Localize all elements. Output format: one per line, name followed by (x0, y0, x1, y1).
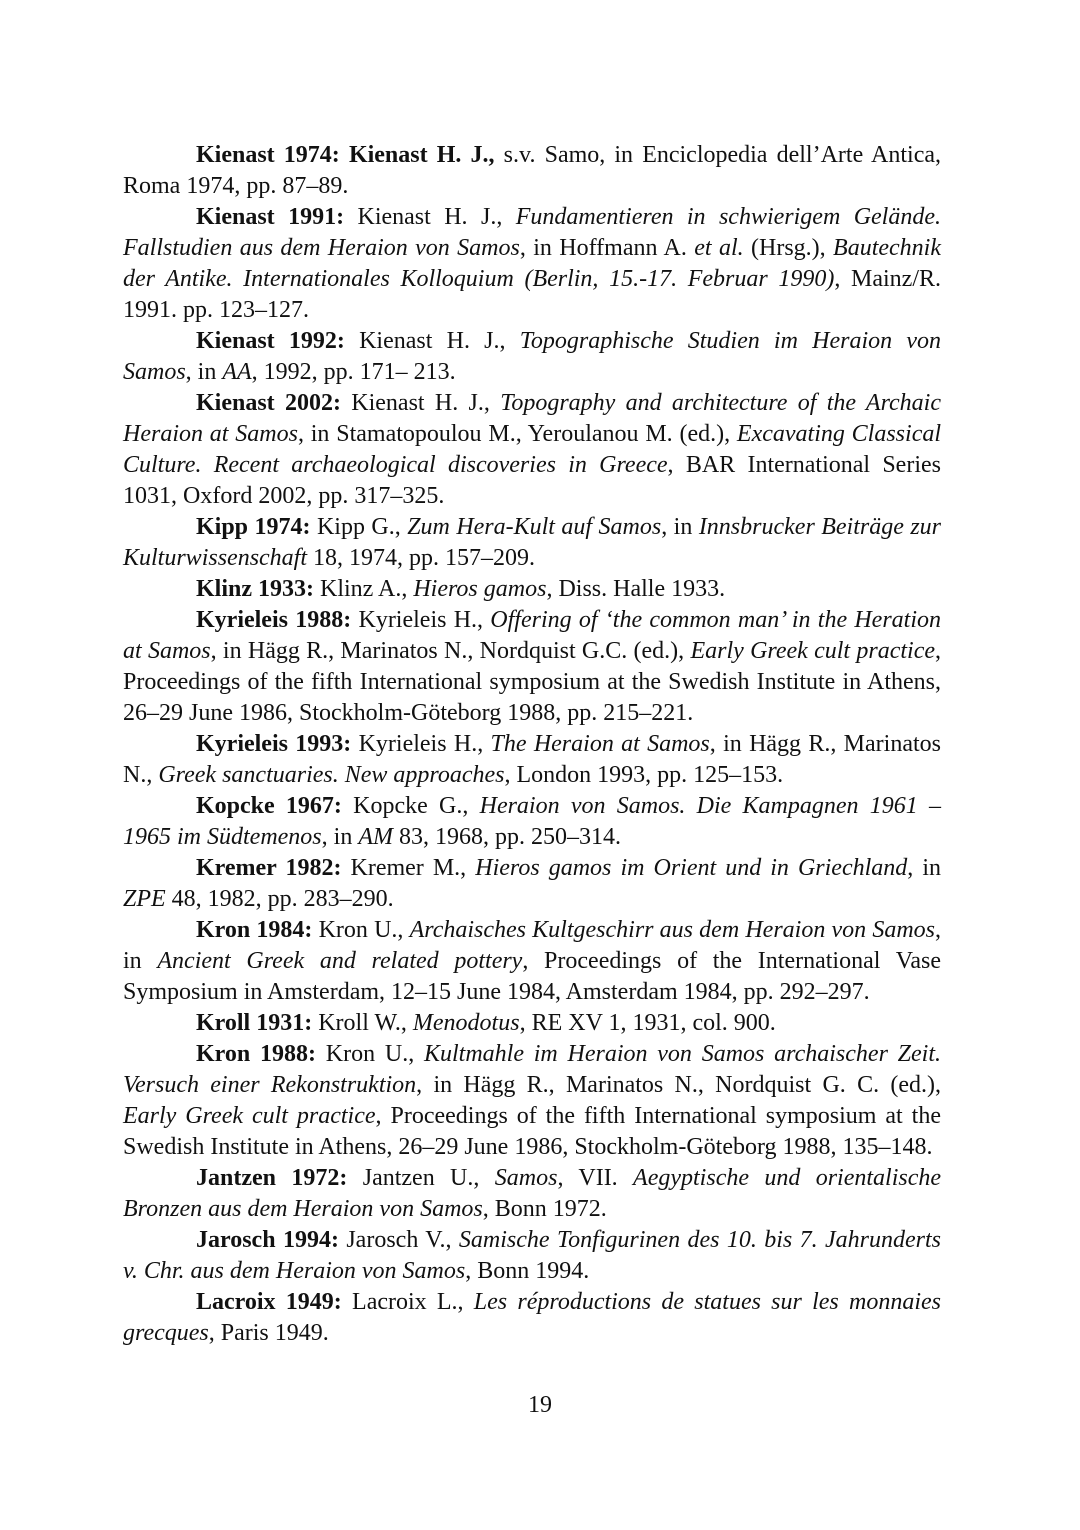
bibliography-entry: Kyrieleis 1993: Kyrieleis H., The Heraion at Samos, in Hägg R., Marinatos N., Greek sanctuaries. New approaches, London 1993, pp. 125–153. (123, 731, 941, 788)
bibliography-entry: Kienast 1974: Kienast H. J., s.v. Samo, in Enciclopedia dell’Arte Antica, Roma 1974, pp. 87–89. (123, 142, 941, 199)
bibliography-entry: Jantzen 1972: Jantzen U., Samos, VII. Aegyptische und orientalische Bronzen aus dem Heraion von Samos, Bonn 1972. (123, 1165, 942, 1222)
bibliography-entry: Kyrieleis 1988: Kyrieleis H., Offering of ‘the common man’ in the Heration at Samos, in Hägg R., Marinatos N., Nordquist G.C. (ed.), Early Greek cult practice, Proceedings of the fifth International symposium at the Swedish Institute in Athens, 26–29 June 1986, Stockholm-Göteborg 1988, pp. 215–221. (123, 607, 942, 726)
entry-key: Kienast 1974: (196, 142, 340, 168)
entry-key: Kron 1984: (196, 917, 313, 943)
entry-key: Lacroix 1949: (196, 1289, 342, 1315)
bibliography-entry: Kienast 1991: Kienast H. J., Fundamentieren in schwierigem Gelände. Fallstudien aus dem Heraion von Samos, in Hoffmann A. et al. (Hrsg.), Bautechnik der Antike. Internationales Kolloquium (Berlin, 15.-17. Februar 1990), Mainz/R. 1991. pp. 123–127. (123, 204, 941, 323)
entry-key: Kienast 1992: (196, 328, 345, 354)
entry-key: Kremer 1982: (196, 855, 342, 881)
entry-key: Kienast 1991: (196, 204, 345, 230)
bibliography-entry: Kipp 1974: Kipp G., Zum Hera-Kult auf Samos, in Innsbrucker Beiträge zur Kulturwissenschaft 18, 1974, pp. 157–209. (123, 514, 942, 571)
page-number: 19 (528, 1392, 552, 1418)
bibliography-entry: Kron 1988: Kron U., Kultmahle im Heraion von Samos archaischer Zeit. Versuch einer Rekonstruktion, in Hägg R., Marinatos N., Nordquist G. C. (ed.), Early Greek cult practice, Proceedings of the fifth International symposium at the Swedish Institute in Athens, 26–29 June 1986, Stockholm-Göteborg 1988, 135–148. (123, 1041, 942, 1160)
entry-key: Jarosch 1994: (196, 1227, 339, 1253)
bibliography-entry: Lacroix 1949: Lacroix L., Les réproductions de statues sur les monnaies grecques, Paris 1949. (123, 1289, 941, 1346)
entry-key: Kipp 1974: (196, 514, 311, 540)
entry-key: Kroll 1931: (196, 1010, 313, 1036)
bibliography-entry: Kremer 1982: Kremer M., Hieros gamos im Orient und in Griechland, in ZPE 48, 1982, pp. 283–290. (123, 855, 941, 912)
bibliography-entry: Kienast 1992: Kienast H. J., Topographische Studien im Heraion von Samos, in AA, 1992, pp. 171– 213. (123, 328, 941, 385)
bibliography-entry: Kienast 2002: Kienast H. J., Topography and architecture of the Archaic Heraion at Samos, in Stamatopoulou M., Yeroulanou M. (ed.), Excavating Classical Culture. Recent archaeological discoveries in Greece, BAR International Series 1031, Oxford 2002, pp. 317–325. (123, 390, 942, 509)
entry-key: Kopcke 1967: (196, 793, 342, 819)
bibliography-entry: Klinz 1933: Klinz A., Hieros gamos, Diss. Halle 1933. (196, 576, 726, 602)
bibliography-entry: Kopcke 1967: Kopcke G., Heraion von Samos. Die Kampagnen 1961 – 1965 im Südtemenos, in AM 83, 1968, pp. 250–314. (123, 793, 942, 850)
entry-key: Kienast 2002: (196, 390, 341, 416)
entry-key: Jantzen 1972: (196, 1165, 348, 1191)
bibliography-list (123, 140, 941, 1349)
entry-key: Kyrieleis 1988: (196, 607, 352, 633)
entry-key: Kyrieleis 1993: (196, 731, 352, 757)
entry-key: Kron 1988: (196, 1041, 316, 1067)
bibliography-entry: Kroll 1931: Kroll W., Menodotus, RE XV 1, 1931, col. 900. (196, 1010, 776, 1036)
bibliography-entry: Kron 1984: Kron U., Archaisches Kultgeschirr aus dem Heraion von Samos, in Ancient Greek and related pottery, Proceedings of the International Vase Symposium in Amsterdam, 12–15 June 1984, Amsterdam 1984, pp. 292–297. (123, 917, 942, 1005)
bibliography-entry: Jarosch 1994: Jarosch V., Samische Tonfigurinen des 10. bis 7. Jahrunderts v. Chr. aus dem Heraion von Samos, Bonn 1994. (123, 1227, 942, 1284)
entry-key: Klinz 1933: (196, 576, 314, 602)
